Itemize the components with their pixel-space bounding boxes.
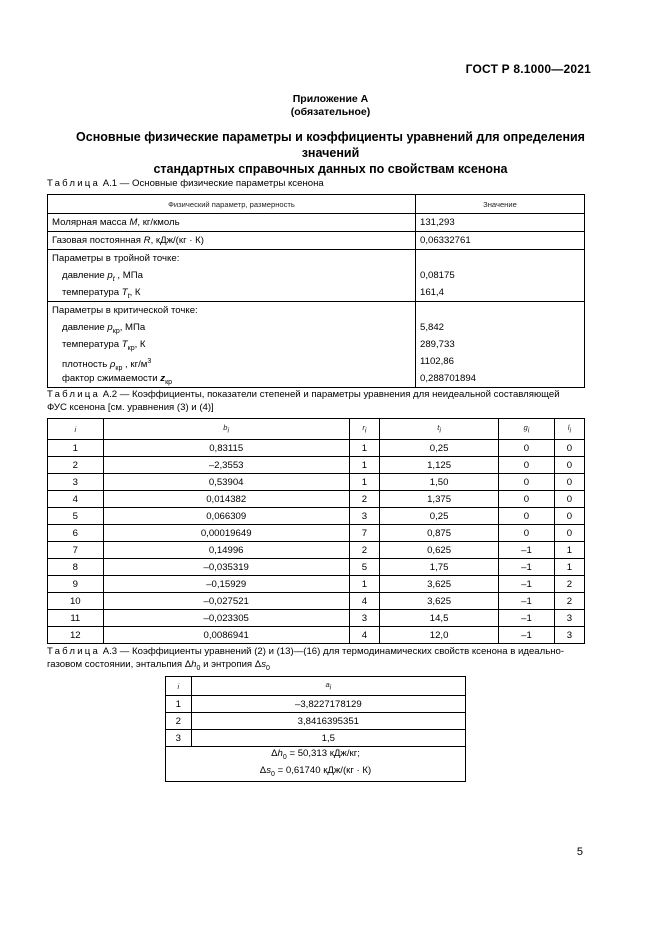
table-caption-label: Таблица <box>47 646 101 657</box>
table-cell: –0,027521 <box>103 593 349 610</box>
table-cell: 0,625 <box>380 542 499 559</box>
table-cell: 2 <box>48 457 104 474</box>
table-cell: 3,8416395351 <box>191 713 465 730</box>
column-header-parameter: Физический параметр, размерность <box>48 195 416 214</box>
table-row <box>48 627 585 644</box>
table-cell: 6 <box>48 525 104 542</box>
table-cell: 2 <box>554 593 584 610</box>
table-caption-label: Таблица <box>47 178 101 189</box>
table-row-group <box>48 302 585 388</box>
table-cell: 7 <box>349 525 379 542</box>
table-header-row <box>48 419 585 440</box>
table-cell: 2 <box>554 576 584 593</box>
value-critical-compressibility: 0,288701894 <box>420 373 477 384</box>
main-title-line-2: стандартных справочных данных по свойствам ксенона <box>153 162 508 176</box>
param-critical-density: плотность $\rho_{кр}$ , $кг/м^3$ <box>62 358 152 373</box>
table-row <box>48 508 585 525</box>
param-molar-mass: Молярная масса M, кг/кмоль <box>48 214 416 232</box>
table-cell: 3,625 <box>380 593 499 610</box>
table-row <box>48 542 585 559</box>
table-cell: 4 <box>349 593 379 610</box>
column-header: $r_i$ <box>349 419 379 440</box>
table-cell: 5 <box>48 508 104 525</box>
table-cell: 7 <box>48 542 104 559</box>
table-cell: 1 <box>349 576 379 593</box>
table-cell: 3 <box>554 627 584 644</box>
table-cell: –3,8227178129 <box>191 696 465 713</box>
table-cell: 3 <box>166 730 192 747</box>
table-cell: 1,375 <box>380 491 499 508</box>
value-critical-density: 1102,86 <box>420 356 454 367</box>
table-cell: 0 <box>499 491 555 508</box>
table-row <box>166 696 466 713</box>
table-cell: 3 <box>48 474 104 491</box>
table-body <box>166 696 466 747</box>
table-cell: 4 <box>349 627 379 644</box>
table-row <box>48 559 585 576</box>
table-a3-caption <box>47 645 564 675</box>
table-cell: 1 <box>349 440 379 457</box>
table-cell: 3 <box>349 508 379 525</box>
table-caption-text: — Коэффициенты уравнений (2) и (13)—(16) для термодинамических свойств ксенона в идеально- <box>117 646 565 657</box>
table-caption-label: Таблица <box>47 389 101 400</box>
column-header: $l_i$ <box>554 419 584 440</box>
table-cell: 1,50 <box>380 474 499 491</box>
table-cell: –1 <box>499 559 555 576</box>
value-critical-temperature: 289,733 <box>420 339 455 350</box>
table-row <box>48 576 585 593</box>
table-header-row <box>166 677 466 696</box>
table-row <box>166 713 466 730</box>
table-cell: 2 <box>166 713 192 730</box>
table-row <box>48 457 585 474</box>
param-triple-pressure: давление $p_t$ , МПа <box>62 270 143 283</box>
value-critical-point <box>416 302 585 388</box>
table-row <box>48 491 585 508</box>
table-cell: 0 <box>499 440 555 457</box>
column-header: i <box>48 419 104 440</box>
table-cell: 3,625 <box>380 576 499 593</box>
table-cell: –0,15929 <box>103 576 349 593</box>
table-cell: 0,0086941 <box>103 627 349 644</box>
table-cell: 0,00019649 <box>103 525 349 542</box>
table-cell: 0,83115 <box>103 440 349 457</box>
table-cell: 0,53904 <box>103 474 349 491</box>
table-cell: 12 <box>48 627 104 644</box>
column-header: $b_i$ <box>103 419 349 440</box>
table-cell: 0,875 <box>380 525 499 542</box>
table-caption-text: — Основные физические параметры ксенона <box>117 178 324 189</box>
table-cell: 1 <box>554 559 584 576</box>
column-header: i <box>166 677 192 696</box>
param-critical-compressibility: фактор сжимаемости $z_{кр}$ <box>62 373 173 386</box>
table-cell: 14,5 <box>380 610 499 627</box>
table-header-row <box>48 195 585 214</box>
param-critical-pressure: давление $p_{кр}$, МПа <box>62 322 146 335</box>
table-cell: 0,014382 <box>103 491 349 508</box>
table-cell: 11 <box>48 610 104 627</box>
table-cell: –1 <box>499 627 555 644</box>
appendix-note: (обязательное) <box>290 106 371 118</box>
table-caption-text: — Коэффициенты, показатели степеней и параметры уравнения для неидеальной составляющей <box>117 389 560 400</box>
table-cell: 2 <box>349 542 379 559</box>
table-cell: –1 <box>499 576 555 593</box>
table-cell: –1 <box>499 610 555 627</box>
table-body <box>48 440 585 644</box>
value-gas-constant: 0,06332761 <box>416 232 585 250</box>
table-cell: 1 <box>48 440 104 457</box>
table-a3 <box>165 676 466 782</box>
table-cell: 1 <box>349 474 379 491</box>
param-gas-constant: Газовая постоянная R, кДж/(кг · К) <box>48 232 416 250</box>
table-caption-number: А.2 <box>102 389 118 400</box>
table-cell: 0 <box>499 474 555 491</box>
table-cell: 1 <box>166 696 192 713</box>
table-a1-caption <box>47 177 324 190</box>
table-cell: 0 <box>554 491 584 508</box>
value-molar-mass: 131,293 <box>416 214 585 232</box>
triple-point-heading: Параметры в тройной точке: <box>52 253 180 264</box>
column-header: $a_i$ <box>191 677 465 696</box>
table-caption-number: А.3 <box>102 646 118 657</box>
table-cell: 0 <box>499 457 555 474</box>
column-header: $t_i$ <box>380 419 499 440</box>
table-row <box>48 440 585 457</box>
value-triple-pressure: 0,08175 <box>420 270 455 281</box>
table-row <box>48 593 585 610</box>
value-triple-temperature: 161,4 <box>420 287 445 298</box>
main-title-line-1: Основные физические параметры и коэффициенты уравнений для определения значений <box>76 130 585 160</box>
table-cell: 10 <box>48 593 104 610</box>
appendix-title: Приложение А <box>292 93 369 105</box>
table-cell: 4 <box>48 491 104 508</box>
table-cell: –1 <box>499 593 555 610</box>
note-entropy: $\Delta s_0 = 0,61740$ кДж/(кг · К) <box>259 764 372 778</box>
table-cell: 0,25 <box>380 440 499 457</box>
table-cell: 2 <box>349 491 379 508</box>
table-a2 <box>47 418 585 644</box>
table-row <box>48 525 585 542</box>
table-cell: 3 <box>349 610 379 627</box>
table-caption-text: ФУС ксенона [см. уравнения (3) и (4)] <box>47 402 214 413</box>
table-row <box>48 232 585 250</box>
table-cell: –2,3553 <box>103 457 349 474</box>
table-cell: 0 <box>554 508 584 525</box>
param-critical-temperature: температура $T_{кр}$, К <box>62 339 146 352</box>
table-a2-caption <box>47 388 560 414</box>
table-cell: 5 <box>349 559 379 576</box>
param-triple-temperature: температура $T_t$, К <box>62 287 141 300</box>
table-cell: –0,035319 <box>103 559 349 576</box>
main-title <box>60 129 601 177</box>
table-cell: 0 <box>554 440 584 457</box>
table-cell: 0 <box>554 525 584 542</box>
table-row <box>166 730 466 747</box>
table-cell: 0 <box>554 457 584 474</box>
table-cell: 1 <box>554 542 584 559</box>
table-cell: 1 <box>349 457 379 474</box>
table-caption-text: газовом состоянии, энтальпия $\Delta h_0$ и энтропия $\Delta s_0$ <box>47 659 270 672</box>
table-row <box>48 214 585 232</box>
table-cell: 9 <box>48 576 104 593</box>
table-cell: 8 <box>48 559 104 576</box>
table-cell: 0,14996 <box>103 542 349 559</box>
table-cell: 12,0 <box>380 627 499 644</box>
table-cell: 0 <box>499 525 555 542</box>
param-critical-point <box>48 302 416 388</box>
table-cell: 0,066309 <box>103 508 349 525</box>
table-a1 <box>47 194 585 388</box>
table-cell: –0,023305 <box>103 610 349 627</box>
table-cell: 0 <box>554 474 584 491</box>
column-header-value: Значение <box>416 195 585 214</box>
table-cell: 1,5 <box>191 730 465 747</box>
column-header: $g_i$ <box>499 419 555 440</box>
table-row <box>48 474 585 491</box>
table-row-group <box>48 250 585 302</box>
table-cell: 1,75 <box>380 559 499 576</box>
table-cell: –1 <box>499 542 555 559</box>
param-triple-point <box>48 250 416 302</box>
note-enthalpy: $\Delta h_0 = 50,313$ кДж/кг; <box>271 748 360 761</box>
table-cell: 3 <box>554 610 584 627</box>
table-row <box>48 610 585 627</box>
table-note-row <box>166 747 466 782</box>
value-critical-pressure: 5,842 <box>420 322 445 333</box>
table-cell: 0 <box>499 508 555 525</box>
table-caption-number: А.1 <box>102 178 118 189</box>
table-cell: 0,25 <box>380 508 499 525</box>
gost-header: ГОСТ Р 8.1000—2021 <box>465 62 591 76</box>
table-note <box>166 747 466 782</box>
critical-point-heading: Параметры в критической точке: <box>52 305 198 316</box>
table-cell: 1,125 <box>380 457 499 474</box>
page-number: 5 <box>576 846 583 858</box>
value-triple-point <box>416 250 585 302</box>
